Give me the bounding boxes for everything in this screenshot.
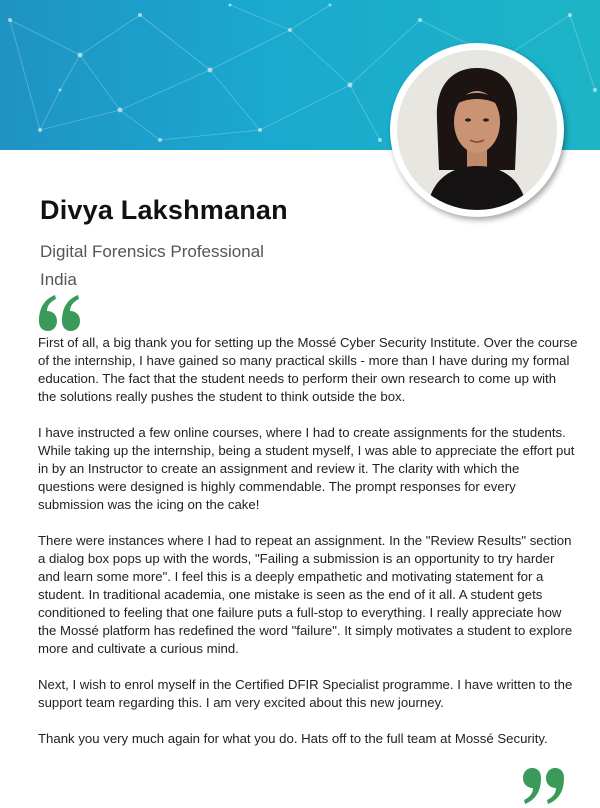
testimonial-paragraph: Next, I wish to enrol myself in the Certified DFIR Specialist programme. I have written to the support team regarding this. I am very excited about this new journey. bbox=[38, 677, 573, 710]
close-quote-icon bbox=[519, 768, 567, 806]
testimonial-body bbox=[38, 334, 578, 766]
profile-photo-frame bbox=[390, 43, 564, 217]
testimonial-paragraph: Thank you very much again for what you do. Hats off to the full team at Mossé Security. bbox=[38, 731, 548, 746]
profile-photo bbox=[397, 50, 557, 210]
testimonial-paragraph: There were instances where I had to repeat an assignment. In the "Review Results" section a dialog box pops up with the words, "Failing a submission is an opportunity to try harder and learn some more". I feel this is a deeply empathetic and motivating statement for a student. In traditional academia, one mistake is seen as the end of it all. A student gets conditioned to feeling that one failure puts a full-stop to everything. I really appreciate how the Mossé platform has redefined the word "failure". It simply motivates a student to explore more and cultivate a curious mind. bbox=[38, 533, 573, 656]
person-role: Digital Forensics Professional bbox=[40, 242, 264, 261]
testimonial-paragraph: First of all, a big thank you for setting up the Mossé Cyber Security Institute. Over the course of the internship, I have gained so many practical skills - more than I have during my formal education. The fact that the student needs to perform their own research to come up with the solutions really pushes the student to think outside the box. bbox=[38, 335, 578, 404]
testimonial-paragraph: I have instructed a few online courses, where I had to create assignments for the students. While taking up the internship, being a student myself, I was able to appreciate the effort put in by an Instructor to create an assignment and review it. The clarity with which the questions were designed is highly commendable. The prompt responses for every submission was the icing on the cake! bbox=[38, 425, 575, 512]
person-country: India bbox=[40, 270, 77, 289]
person-name: Divya Lakshmanan bbox=[40, 195, 288, 225]
open-quote-icon bbox=[36, 293, 84, 333]
